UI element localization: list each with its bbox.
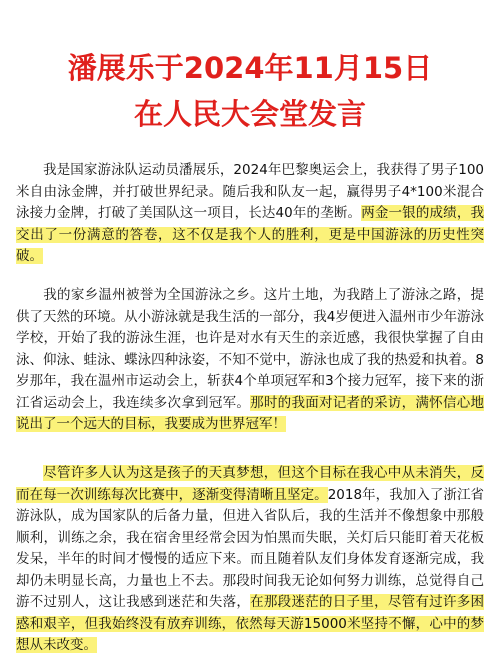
paragraph-1-text: 我是国家游泳队运动员潘展乐，2024年巴黎奥运会上，我获得了男子100米自由泳金牌，并打破世界纪录。随后我和队友一起，赢得男子4*100米混合泳接力金牌，打破了美国队这一项目，长达40年的垄断。 [16, 162, 484, 221]
paragraph-1-highlight: 两金一银的成绩，我交出了一份满意的答卷，这不仅是我个人的胜利，更是中国游泳的历史性突破。 [16, 205, 484, 264]
paragraph-2-highlight: 那时的我面对记者的采访，满怀信心地说出了一个远大的目标，我要成为世界冠军！ [16, 394, 485, 432]
title-line-2: 在人民大会堂发言 [133, 97, 366, 131]
paragraph-3-highlight-b: 在那段迷茫的日子里，尽管有过许多困惑和艰辛，但我始终没有放弃训练，依然每天游15000米坚持不懈，心中的梦想从未改变。 [16, 594, 485, 653]
paragraph-2 [16, 285, 484, 436]
paragraph-2-text: 我的家乡温州被誉为全国游泳之乡。这片土地，为我踏上了游泳之路，提供了天然的环境。从小游泳就是我生活的一部分，我4岁便进入温州市少年游泳学校，开始了我的游泳生涯，也许是对水有天生的亲近感，我很快掌握了自由泳、仰泳、蛙泳、蝶泳四种泳姿，不知不觉中，游泳也成了我的热爱和执着。8岁那年，我在温州市运动会上，斩获4个单项冠军和3个接力冠军，接下来的浙江省运动会上，我连续多次拿到冠军。 [16, 287, 484, 411]
paragraph-3 [16, 463, 484, 657]
paragraph-3-highlight-a: 尽管许多人认为这是孩子的天真梦想，但这个目标在我心中从未消失，反而在每一次训练每次比赛中，逐渐变得清晰且坚定。 [16, 465, 484, 503]
paragraph-1 [16, 160, 484, 268]
paragraph-3-text: 2018年，我加入了浙江省游泳队，成为国家队的后备力量，但进入省队后，我的生活并不像想象中那般顺利，训练之余，我在宿舍里经常会因为怕黑而失眠，关灯后只能盯着天花板发呆，半年的时间才慢慢的适应下来。而且随着队友们身体发育逐渐完成，我却仍未明显长高，力量也上不去。那段时间我无论如何努力训练，总觉得自己游不过别人，这让我感到迷茫和失落， [16, 486, 485, 610]
title-line-1: 潘展乐于2024年11月15日 [67, 51, 433, 85]
